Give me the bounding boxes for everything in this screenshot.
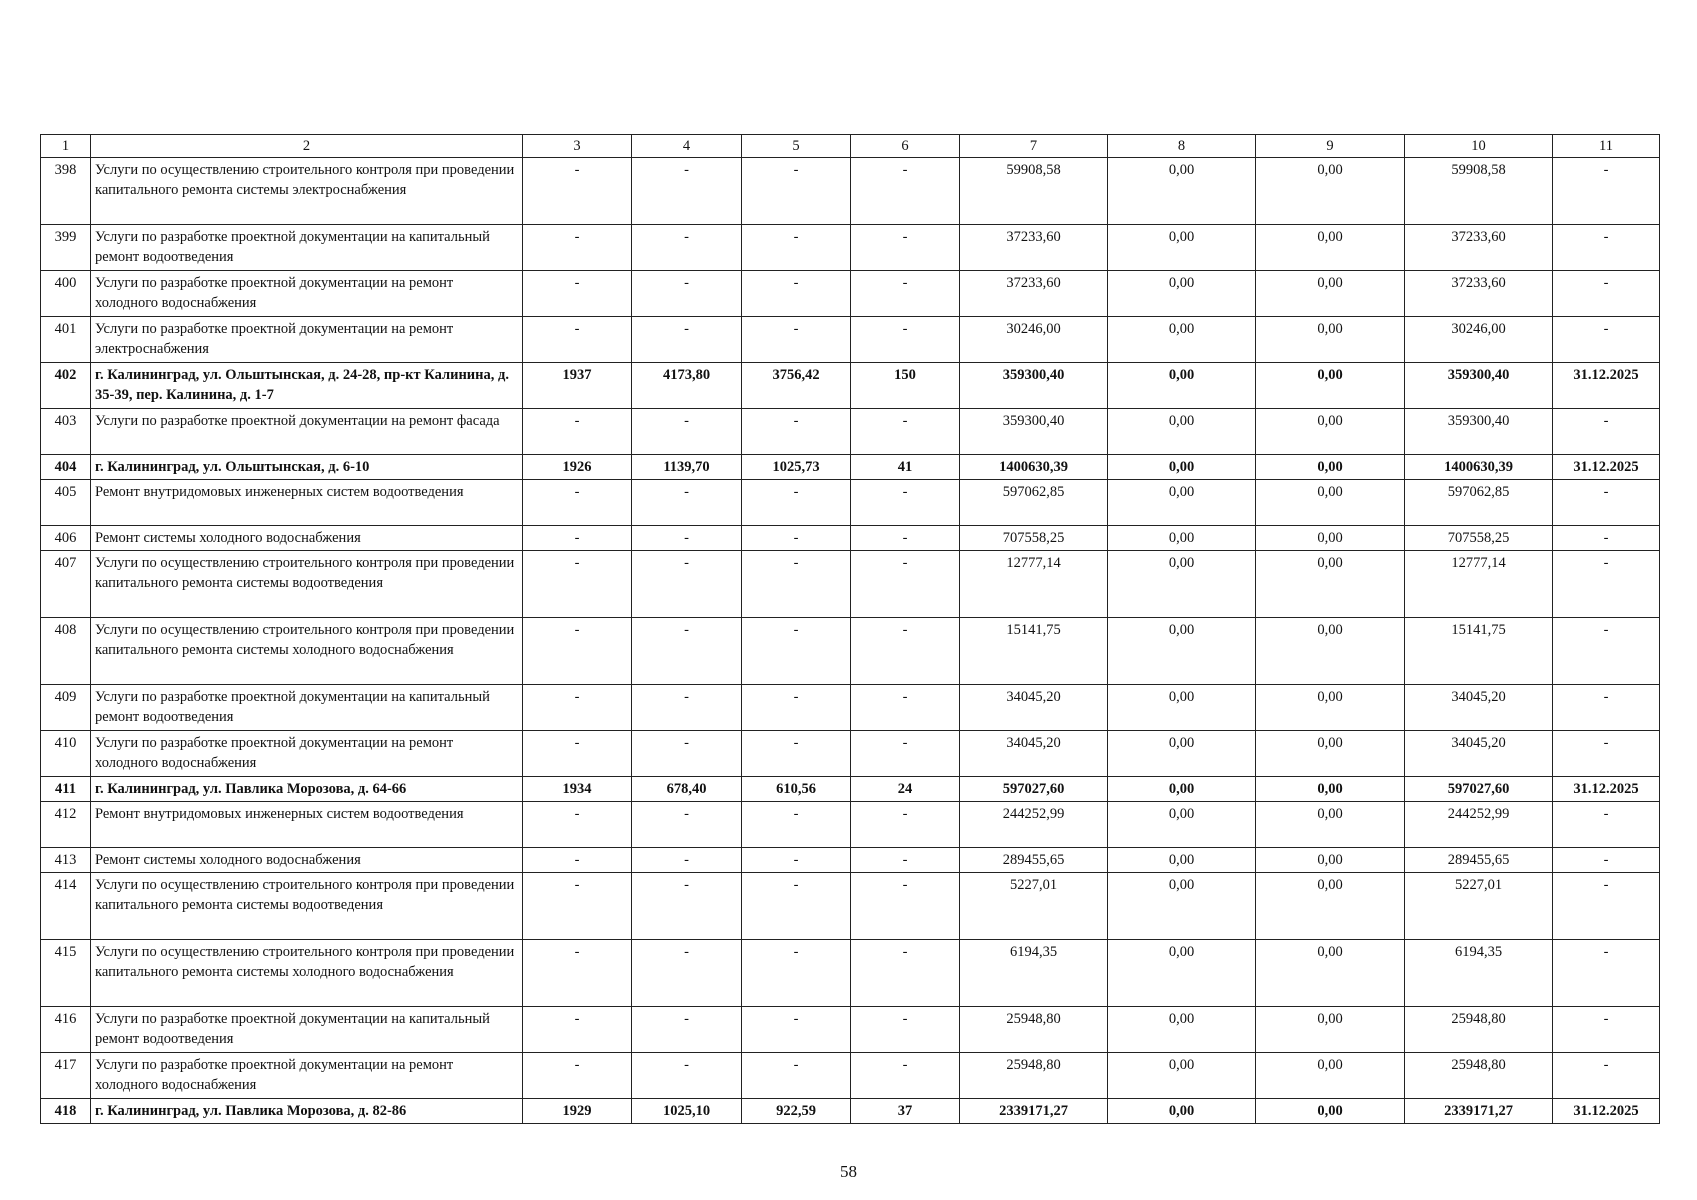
area-total-cell: - bbox=[632, 271, 742, 317]
fund-cost-cell: 0,00 bbox=[1108, 802, 1256, 848]
year-cell: - bbox=[523, 848, 632, 873]
address-row bbox=[41, 455, 1660, 480]
row-number: 416 bbox=[41, 1007, 91, 1053]
owners-cost-cell: 2339171,27 bbox=[1405, 1099, 1553, 1124]
year-cell: 1926 bbox=[523, 455, 632, 480]
table-row bbox=[41, 409, 1660, 455]
table-body bbox=[41, 158, 1660, 1124]
area-total-cell: - bbox=[632, 409, 742, 455]
residents-cell: - bbox=[851, 1053, 960, 1099]
deadline-cell: - bbox=[1553, 526, 1660, 551]
area-total-cell: - bbox=[632, 873, 742, 940]
item-description: Услуги по разработке проектной документации на ремонт холодного водоснабжения bbox=[91, 1053, 523, 1099]
row-number: 410 bbox=[41, 731, 91, 777]
table-row bbox=[41, 551, 1660, 618]
fund-cost-cell: 0,00 bbox=[1108, 480, 1256, 526]
fund-cost-cell: 0,00 bbox=[1108, 1007, 1256, 1053]
residents-cell: - bbox=[851, 409, 960, 455]
row-number: 404 bbox=[41, 455, 91, 480]
area-living-cell: - bbox=[742, 1007, 851, 1053]
column-header: 3 bbox=[523, 135, 632, 158]
year-cell: - bbox=[523, 940, 632, 1007]
deadline-cell: - bbox=[1553, 551, 1660, 618]
deadline-cell: - bbox=[1553, 802, 1660, 848]
budget-cost-cell: 0,00 bbox=[1256, 731, 1405, 777]
owners-cost-cell: 5227,01 bbox=[1405, 873, 1553, 940]
fund-cost-cell: 0,00 bbox=[1108, 526, 1256, 551]
budget-cost-cell: 0,00 bbox=[1256, 618, 1405, 685]
deadline-cell: - bbox=[1553, 731, 1660, 777]
header-row bbox=[41, 135, 1660, 158]
item-description: Услуги по разработке проектной документации на капитальный ремонт водоотведения bbox=[91, 685, 523, 731]
owners-cost-cell: 1400630,39 bbox=[1405, 455, 1553, 480]
area-living-cell: 1025,73 bbox=[742, 455, 851, 480]
item-description: Услуги по осуществлению строительного контроля при проведении капитального ремонта системы водоотведения bbox=[91, 551, 523, 618]
item-description: Услуги по разработке проектной документации на ремонт холодного водоснабжения bbox=[91, 271, 523, 317]
area-total-cell: - bbox=[632, 1007, 742, 1053]
item-description: Услуги по разработке проектной документации на ремонт фасада bbox=[91, 409, 523, 455]
residents-cell: - bbox=[851, 158, 960, 225]
table-row bbox=[41, 480, 1660, 526]
area-living-cell: - bbox=[742, 848, 851, 873]
table-row bbox=[41, 526, 1660, 551]
table-row bbox=[41, 1053, 1660, 1099]
year-cell: - bbox=[523, 271, 632, 317]
item-description: г. Калининград, ул. Ольштынская, д. 6-10 bbox=[91, 455, 523, 480]
area-living-cell: - bbox=[742, 685, 851, 731]
area-total-cell: - bbox=[632, 225, 742, 271]
area-total-cell: 4173,80 bbox=[632, 363, 742, 409]
residents-cell: 41 bbox=[851, 455, 960, 480]
table-row bbox=[41, 685, 1660, 731]
year-cell: - bbox=[523, 551, 632, 618]
address-row bbox=[41, 363, 1660, 409]
total-cost-cell: 12777,14 bbox=[960, 551, 1108, 618]
residents-cell: 37 bbox=[851, 1099, 960, 1124]
residents-cell: - bbox=[851, 526, 960, 551]
residents-cell: 150 bbox=[851, 363, 960, 409]
item-description: Услуги по осуществлению строительного контроля при проведении капитального ремонта системы водоотведения bbox=[91, 873, 523, 940]
total-cost-cell: 2339171,27 bbox=[960, 1099, 1108, 1124]
row-number: 406 bbox=[41, 526, 91, 551]
owners-cost-cell: 34045,20 bbox=[1405, 731, 1553, 777]
area-total-cell: 1139,70 bbox=[632, 455, 742, 480]
fund-cost-cell: 0,00 bbox=[1108, 225, 1256, 271]
area-total-cell: - bbox=[632, 551, 742, 618]
column-header: 2 bbox=[91, 135, 523, 158]
budget-cost-cell: 0,00 bbox=[1256, 802, 1405, 848]
area-living-cell: - bbox=[742, 158, 851, 225]
residents-cell: - bbox=[851, 551, 960, 618]
total-cost-cell: 6194,35 bbox=[960, 940, 1108, 1007]
budget-cost-cell: 0,00 bbox=[1256, 480, 1405, 526]
budget-cost-cell: 0,00 bbox=[1256, 363, 1405, 409]
row-number: 407 bbox=[41, 551, 91, 618]
row-number: 405 bbox=[41, 480, 91, 526]
year-cell: 1934 bbox=[523, 777, 632, 802]
total-cost-cell: 30246,00 bbox=[960, 317, 1108, 363]
year-cell: - bbox=[523, 225, 632, 271]
area-total-cell: - bbox=[632, 940, 742, 1007]
budget-cost-cell: 0,00 bbox=[1256, 526, 1405, 551]
row-number: 409 bbox=[41, 685, 91, 731]
owners-cost-cell: 289455,65 bbox=[1405, 848, 1553, 873]
fund-cost-cell: 0,00 bbox=[1108, 777, 1256, 802]
budget-cost-cell: 0,00 bbox=[1256, 551, 1405, 618]
area-living-cell: - bbox=[742, 731, 851, 777]
area-total-cell: - bbox=[632, 685, 742, 731]
column-header: 1 bbox=[41, 135, 91, 158]
fund-cost-cell: 0,00 bbox=[1108, 873, 1256, 940]
column-header: 11 bbox=[1553, 135, 1660, 158]
deadline-cell: - bbox=[1553, 409, 1660, 455]
fund-cost-cell: 0,00 bbox=[1108, 1053, 1256, 1099]
table-row bbox=[41, 873, 1660, 940]
row-number: 398 bbox=[41, 158, 91, 225]
area-living-cell: - bbox=[742, 873, 851, 940]
fund-cost-cell: 0,00 bbox=[1108, 317, 1256, 363]
deadline-cell: 31.12.2025 bbox=[1553, 1099, 1660, 1124]
year-cell: - bbox=[523, 873, 632, 940]
item-description: Ремонт системы холодного водоснабжения bbox=[91, 526, 523, 551]
area-living-cell: - bbox=[742, 526, 851, 551]
total-cost-cell: 25948,80 bbox=[960, 1007, 1108, 1053]
owners-cost-cell: 597027,60 bbox=[1405, 777, 1553, 802]
budget-cost-cell: 0,00 bbox=[1256, 225, 1405, 271]
year-cell: - bbox=[523, 317, 632, 363]
total-cost-cell: 707558,25 bbox=[960, 526, 1108, 551]
address-row bbox=[41, 777, 1660, 802]
row-number: 414 bbox=[41, 873, 91, 940]
year-cell: - bbox=[523, 526, 632, 551]
owners-cost-cell: 37233,60 bbox=[1405, 225, 1553, 271]
column-header: 9 bbox=[1256, 135, 1405, 158]
deadline-cell: - bbox=[1553, 271, 1660, 317]
area-total-cell: 678,40 bbox=[632, 777, 742, 802]
total-cost-cell: 25948,80 bbox=[960, 1053, 1108, 1099]
budget-cost-cell: 0,00 bbox=[1256, 409, 1405, 455]
owners-cost-cell: 6194,35 bbox=[1405, 940, 1553, 1007]
document-table bbox=[40, 134, 1660, 1124]
area-living-cell: - bbox=[742, 317, 851, 363]
area-total-cell: - bbox=[632, 1053, 742, 1099]
deadline-cell: 31.12.2025 bbox=[1553, 455, 1660, 480]
table-row bbox=[41, 731, 1660, 777]
item-description: Услуги по осуществлению строительного контроля при проведении капитального ремонта системы холодного водоснабжения bbox=[91, 940, 523, 1007]
area-total-cell: - bbox=[632, 618, 742, 685]
area-living-cell: - bbox=[742, 618, 851, 685]
residents-cell: - bbox=[851, 873, 960, 940]
residents-cell: - bbox=[851, 802, 960, 848]
deadline-cell: - bbox=[1553, 873, 1660, 940]
table-row bbox=[41, 618, 1660, 685]
area-living-cell: - bbox=[742, 551, 851, 618]
row-number: 400 bbox=[41, 271, 91, 317]
year-cell: - bbox=[523, 1007, 632, 1053]
row-number: 413 bbox=[41, 848, 91, 873]
residents-cell: - bbox=[851, 480, 960, 526]
owners-cost-cell: 597062,85 bbox=[1405, 480, 1553, 526]
item-description: г. Калининград, ул. Павлика Морозова, д. 64-66 bbox=[91, 777, 523, 802]
year-cell: - bbox=[523, 685, 632, 731]
row-number: 401 bbox=[41, 317, 91, 363]
total-cost-cell: 34045,20 bbox=[960, 685, 1108, 731]
residents-cell: - bbox=[851, 225, 960, 271]
address-row bbox=[41, 1099, 1660, 1124]
table-row bbox=[41, 225, 1660, 271]
total-cost-cell: 359300,40 bbox=[960, 363, 1108, 409]
total-cost-cell: 37233,60 bbox=[960, 271, 1108, 317]
area-total-cell: - bbox=[632, 731, 742, 777]
year-cell: - bbox=[523, 1053, 632, 1099]
residents-cell: - bbox=[851, 271, 960, 317]
area-living-cell: - bbox=[742, 480, 851, 526]
year-cell: - bbox=[523, 158, 632, 225]
item-description: Услуги по осуществлению строительного контроля при проведении капитального ремонта системы электроснабжения bbox=[91, 158, 523, 225]
residents-cell: - bbox=[851, 940, 960, 1007]
area-total-cell: - bbox=[632, 848, 742, 873]
residents-cell: - bbox=[851, 1007, 960, 1053]
year-cell: - bbox=[523, 618, 632, 685]
area-living-cell: - bbox=[742, 225, 851, 271]
budget-cost-cell: 0,00 bbox=[1256, 685, 1405, 731]
table-row bbox=[41, 940, 1660, 1007]
owners-cost-cell: 359300,40 bbox=[1405, 409, 1553, 455]
residents-cell: - bbox=[851, 618, 960, 685]
fund-cost-cell: 0,00 bbox=[1108, 551, 1256, 618]
area-total-cell: - bbox=[632, 158, 742, 225]
total-cost-cell: 37233,60 bbox=[960, 225, 1108, 271]
total-cost-cell: 359300,40 bbox=[960, 409, 1108, 455]
fund-cost-cell: 0,00 bbox=[1108, 271, 1256, 317]
deadline-cell: - bbox=[1553, 685, 1660, 731]
residents-cell: - bbox=[851, 848, 960, 873]
area-living-cell: 3756,42 bbox=[742, 363, 851, 409]
residents-cell: - bbox=[851, 731, 960, 777]
year-cell: - bbox=[523, 802, 632, 848]
fund-cost-cell: 0,00 bbox=[1108, 685, 1256, 731]
budget-cost-cell: 0,00 bbox=[1256, 317, 1405, 363]
column-header: 4 bbox=[632, 135, 742, 158]
deadline-cell: - bbox=[1553, 940, 1660, 1007]
total-cost-cell: 59908,58 bbox=[960, 158, 1108, 225]
total-cost-cell: 1400630,39 bbox=[960, 455, 1108, 480]
fund-cost-cell: 0,00 bbox=[1108, 363, 1256, 409]
row-number: 411 bbox=[41, 777, 91, 802]
budget-cost-cell: 0,00 bbox=[1256, 158, 1405, 225]
item-description: Ремонт внутридомовых инженерных систем водоотведения bbox=[91, 802, 523, 848]
column-header: 7 bbox=[960, 135, 1108, 158]
deadline-cell: - bbox=[1553, 848, 1660, 873]
owners-cost-cell: 15141,75 bbox=[1405, 618, 1553, 685]
row-number: 402 bbox=[41, 363, 91, 409]
budget-cost-cell: 0,00 bbox=[1256, 1099, 1405, 1124]
item-description: Услуги по разработке проектной документации на ремонт электроснабжения bbox=[91, 317, 523, 363]
budget-cost-cell: 0,00 bbox=[1256, 271, 1405, 317]
column-header: 5 bbox=[742, 135, 851, 158]
table-row bbox=[41, 848, 1660, 873]
row-number: 418 bbox=[41, 1099, 91, 1124]
fund-cost-cell: 0,00 bbox=[1108, 1099, 1256, 1124]
year-cell: 1937 bbox=[523, 363, 632, 409]
year-cell: - bbox=[523, 409, 632, 455]
owners-cost-cell: 25948,80 bbox=[1405, 1007, 1553, 1053]
deadline-cell: - bbox=[1553, 1053, 1660, 1099]
owners-cost-cell: 25948,80 bbox=[1405, 1053, 1553, 1099]
item-description: г. Калининград, ул. Ольштынская, д. 24-28, пр-кт Калинина, д. 35-39, пер. Калинина, д. 1-7 bbox=[91, 363, 523, 409]
owners-cost-cell: 12777,14 bbox=[1405, 551, 1553, 618]
item-description: Ремонт внутридомовых инженерных систем водоотведения bbox=[91, 480, 523, 526]
area-living-cell: - bbox=[742, 271, 851, 317]
area-living-cell: - bbox=[742, 940, 851, 1007]
fund-cost-cell: 0,00 bbox=[1108, 940, 1256, 1007]
item-description: Услуги по осуществлению строительного контроля при проведении капитального ремонта системы холодного водоснабжения bbox=[91, 618, 523, 685]
owners-cost-cell: 37233,60 bbox=[1405, 271, 1553, 317]
total-cost-cell: 597062,85 bbox=[960, 480, 1108, 526]
budget-cost-cell: 0,00 bbox=[1256, 940, 1405, 1007]
total-cost-cell: 34045,20 bbox=[960, 731, 1108, 777]
fund-cost-cell: 0,00 bbox=[1108, 731, 1256, 777]
table-row bbox=[41, 317, 1660, 363]
deadline-cell: - bbox=[1553, 317, 1660, 363]
row-number: 408 bbox=[41, 618, 91, 685]
total-cost-cell: 244252,99 bbox=[960, 802, 1108, 848]
owners-cost-cell: 707558,25 bbox=[1405, 526, 1553, 551]
table-row bbox=[41, 802, 1660, 848]
deadline-cell: - bbox=[1553, 618, 1660, 685]
area-living-cell: 922,59 bbox=[742, 1099, 851, 1124]
deadline-cell: 31.12.2025 bbox=[1553, 777, 1660, 802]
budget-cost-cell: 0,00 bbox=[1256, 873, 1405, 940]
deadline-cell: 31.12.2025 bbox=[1553, 363, 1660, 409]
budget-cost-cell: 0,00 bbox=[1256, 455, 1405, 480]
budget-cost-cell: 0,00 bbox=[1256, 1053, 1405, 1099]
row-number: 403 bbox=[41, 409, 91, 455]
total-cost-cell: 289455,65 bbox=[960, 848, 1108, 873]
fund-cost-cell: 0,00 bbox=[1108, 409, 1256, 455]
item-description: Услуги по разработке проектной документации на капитальный ремонт водоотведения bbox=[91, 1007, 523, 1053]
owners-cost-cell: 34045,20 bbox=[1405, 685, 1553, 731]
budget-cost-cell: 0,00 bbox=[1256, 848, 1405, 873]
fund-cost-cell: 0,00 bbox=[1108, 848, 1256, 873]
deadline-cell: - bbox=[1553, 1007, 1660, 1053]
year-cell: - bbox=[523, 480, 632, 526]
area-total-cell: - bbox=[632, 317, 742, 363]
item-description: г. Калининград, ул. Павлика Морозова, д. 82-86 bbox=[91, 1099, 523, 1124]
column-header: 10 bbox=[1405, 135, 1553, 158]
year-cell: - bbox=[523, 731, 632, 777]
budget-cost-cell: 0,00 bbox=[1256, 1007, 1405, 1053]
deadline-cell: - bbox=[1553, 158, 1660, 225]
owners-cost-cell: 244252,99 bbox=[1405, 802, 1553, 848]
total-cost-cell: 597027,60 bbox=[960, 777, 1108, 802]
owners-cost-cell: 30246,00 bbox=[1405, 317, 1553, 363]
table-row bbox=[41, 271, 1660, 317]
item-description: Услуги по разработке проектной документации на ремонт холодного водоснабжения bbox=[91, 731, 523, 777]
residents-cell: 24 bbox=[851, 777, 960, 802]
residents-cell: - bbox=[851, 317, 960, 363]
year-cell: 1929 bbox=[523, 1099, 632, 1124]
fund-cost-cell: 0,00 bbox=[1108, 158, 1256, 225]
row-number: 412 bbox=[41, 802, 91, 848]
item-description: Услуги по разработке проектной документации на капитальный ремонт водоотведения bbox=[91, 225, 523, 271]
deadline-cell: - bbox=[1553, 480, 1660, 526]
page-number: 58 bbox=[840, 1162, 857, 1181]
owners-cost-cell: 59908,58 bbox=[1405, 158, 1553, 225]
column-header: 8 bbox=[1108, 135, 1256, 158]
area-living-cell: - bbox=[742, 1053, 851, 1099]
item-description: Ремонт системы холодного водоснабжения bbox=[91, 848, 523, 873]
total-cost-cell: 15141,75 bbox=[960, 618, 1108, 685]
fund-cost-cell: 0,00 bbox=[1108, 618, 1256, 685]
row-number: 417 bbox=[41, 1053, 91, 1099]
area-total-cell: - bbox=[632, 480, 742, 526]
area-total-cell: 1025,10 bbox=[632, 1099, 742, 1124]
area-total-cell: - bbox=[632, 802, 742, 848]
owners-cost-cell: 359300,40 bbox=[1405, 363, 1553, 409]
row-number: 415 bbox=[41, 940, 91, 1007]
area-living-cell: - bbox=[742, 802, 851, 848]
area-living-cell: - bbox=[742, 409, 851, 455]
fund-cost-cell: 0,00 bbox=[1108, 455, 1256, 480]
table-row bbox=[41, 1007, 1660, 1053]
deadline-cell: - bbox=[1553, 225, 1660, 271]
area-living-cell: 610,56 bbox=[742, 777, 851, 802]
row-number: 399 bbox=[41, 225, 91, 271]
total-cost-cell: 5227,01 bbox=[960, 873, 1108, 940]
area-total-cell: - bbox=[632, 526, 742, 551]
residents-cell: - bbox=[851, 685, 960, 731]
table-row bbox=[41, 158, 1660, 225]
column-header: 6 bbox=[851, 135, 960, 158]
budget-cost-cell: 0,00 bbox=[1256, 777, 1405, 802]
